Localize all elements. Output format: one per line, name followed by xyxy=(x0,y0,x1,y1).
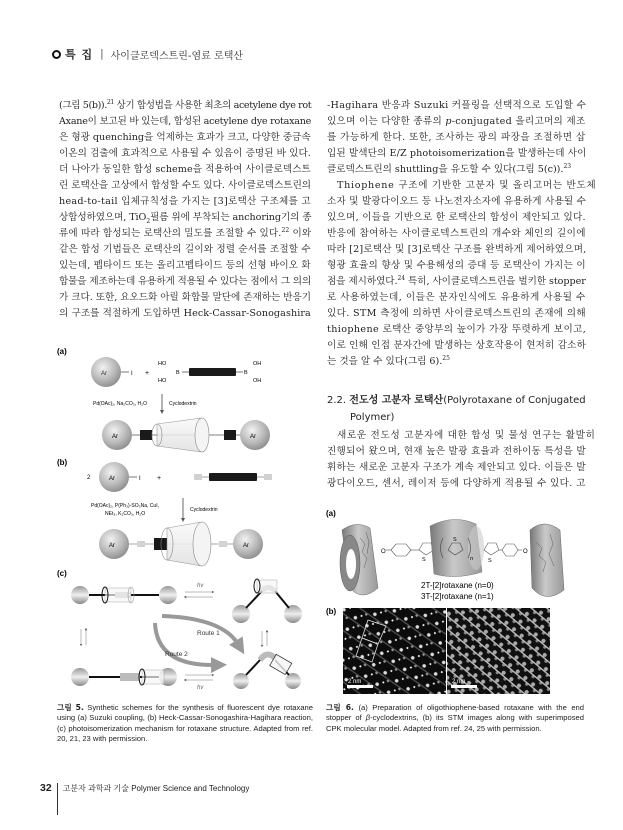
panel-a-label: (a) xyxy=(57,347,67,356)
text-line: 상합성하였으며, TiO$_2$필름 위에 부착되는 anchoring기의 종 xyxy=(59,212,312,225)
rotaxane-state-top-left xyxy=(71,586,177,604)
text-line: 린 로택산을 고상에서 합성할 수도 있다. 사이클로덱스트린의 xyxy=(59,180,312,191)
section-heading-cont xyxy=(327,410,394,426)
text-line: 입된 발색단의 E/Z photoisomerization을 발생하는데 사이 xyxy=(327,148,587,159)
text-line: 진행되어 왔으며, 현재 높은 발광 효율과 전하이동 특성을 발 xyxy=(327,446,586,457)
cyclodextrin-host xyxy=(430,519,484,576)
panel-b-label: (b) xyxy=(326,607,337,616)
cyclodextrin-stopper-right xyxy=(530,524,564,597)
route-1-label: Route 1 xyxy=(197,630,220,637)
rotaxane-product-b xyxy=(99,522,263,566)
plus-sign: + xyxy=(145,370,150,377)
figure-6 xyxy=(326,508,588,698)
aryl-iodide-a xyxy=(91,357,133,387)
stm-image-right xyxy=(447,608,550,694)
compound-name-2t: 2T-[2]rotaxane (n=0) xyxy=(421,581,494,590)
text-line: 새로운 전도성 고분자에 대한 합성 및 물성 연구는 활발히 xyxy=(337,430,596,441)
text-line: 의 구조를 적절하게 도입하면 Heck-Cassar-Sonogashira xyxy=(59,308,311,319)
ho-label: HO xyxy=(158,361,167,367)
text-line: 형광 효율의 향상 및 수용해성의 증대 등 로택산이 가지는 이 xyxy=(327,260,586,271)
text-line: 합물을 제조하는데 유용하게 적용될 수 있다는 점에서 그 의의 xyxy=(59,276,312,287)
text-line: 따라 [2]로택산 및 [3]로택산 구조를 완벽하게 제어하였으며, xyxy=(327,244,587,255)
text-line: head-to-tail 입체규칙성을 가지는 [3]로택산 구조체를 고 xyxy=(59,196,311,207)
figure-6-graphics xyxy=(326,508,588,698)
oh-label: OH xyxy=(253,361,262,367)
diboronic-acid xyxy=(158,361,261,384)
ar-label: Ar xyxy=(101,371,107,377)
text-line: 있으며, 이들을 기반으로 한 로택산의 합성이 제안되고 있다. xyxy=(327,212,586,223)
section-heading xyxy=(327,393,586,409)
caption-label: 그림 6. xyxy=(326,703,354,712)
citation: 23 xyxy=(563,162,572,170)
text-line: -Hagihara 반응과 Suzuki 커플링을 선택적으로 도입할 수 xyxy=(327,100,587,111)
panel-a-label: (a) xyxy=(326,509,336,518)
text-line: 있는데, 펩타이드 또는 올리고펩타이드 등의 선형 바이오 화 xyxy=(59,260,311,271)
ho-label: HO xyxy=(158,378,167,384)
sulfur-label: S xyxy=(422,557,426,563)
rotaxane-state-bottom-right xyxy=(233,654,301,689)
section-number: 2.2. xyxy=(327,395,347,406)
compound-name-3t: 3T-[2]rotaxane (n=1) xyxy=(421,592,494,601)
section-title-en: (Polyrotaxane of Conjugated xyxy=(443,395,586,406)
caption-text: -cyclodextrins, (b) its STM images along with superimposed CPK molecular model. Adapted from ref. 24, 25 with permission. xyxy=(326,713,584,733)
boron-label: B xyxy=(244,370,248,376)
sulfur-label: S xyxy=(453,537,457,543)
ar-label: Ar xyxy=(243,543,249,549)
repeat-n-label: n xyxy=(470,556,474,562)
journal-name: 고분자 과학과 기술 Polymer Science and Technology xyxy=(62,784,250,793)
text-line: 점을 제시하였다.$^{24}$ 특히, 사이클로덱스트린을 벌키한 stopper xyxy=(327,274,586,287)
hv-bottom-label: hv xyxy=(197,685,204,690)
oh-label: OH xyxy=(253,378,262,384)
oligothiophene-axle-right xyxy=(484,543,522,556)
ar-label: Ar xyxy=(109,543,115,549)
text-line: 이온의 검출에 효과적으로 사용될 수 있음이 증명된 바 있다. xyxy=(59,148,311,159)
caption-beta: β xyxy=(365,713,371,723)
section-title-ko: 전도성 고분자 로택산 xyxy=(349,395,444,406)
header-topic: 사이클로덱스트린-염료 로택산 xyxy=(110,50,244,62)
text-line: 있다. STM 측정에 의하면 사이클로덱스트린의 존재에 의해 xyxy=(327,308,587,319)
rotaxane-state-top-right xyxy=(232,579,302,623)
text-line: Thiophene 구조에 기반한 고분자 및 올리고머는 반도체 xyxy=(337,180,597,191)
iodine-label: I xyxy=(131,371,133,377)
text-line: 가 크다. 또한, 요오드화 아릴 화합물 말단에 존재하는 반응기 xyxy=(59,292,311,303)
oxygen-label: O xyxy=(523,549,528,555)
citation: 25 xyxy=(442,354,450,362)
text-line: 광다이오드, 센서, 레이저 등에 다양하게 적용될 수 있다. 고 xyxy=(327,478,586,489)
boron-label: B xyxy=(176,370,180,376)
panel-b-label: (b) xyxy=(57,458,68,467)
caption-label: 그림 5. xyxy=(57,703,84,712)
text-line: 소자 및 발광다이오드 등 나노전자소자에 유용하게 사용될 수 xyxy=(327,196,587,207)
text-line: 더 나아가 동일한 합성 scheme을 적용하여 사이클로덱스트 xyxy=(59,164,311,175)
text-line: Axane이 보고된 바 있는데, 합성된 acetylene dye rotaxane xyxy=(59,116,312,127)
section-label: 특 집 xyxy=(65,48,94,61)
text-line: thiophene 로택산 중앙부의 높이가 가장 뚜렷하게 보이고, xyxy=(327,324,587,335)
figure-5-caption xyxy=(57,703,313,744)
caption-text: Synthetic schemes for the synthesis of fluorescent dye rotaxane using (a) Suzuki coupling, (b) Heck-Cassar-Sonogashira-Hagihara reaction, (c) photoisomerization mechanism for rotaxane structure. Adapted from ref. 20, 21, 23 with permission. xyxy=(57,703,313,743)
panel-c-label: (c) xyxy=(57,569,67,578)
text-line: 같은 합성 기법들은 로택산의 길이와 정렬 순서를 조절할 수 xyxy=(59,244,311,255)
text-line: 은 형광 quenching을 억제하는 효과가 크고, 다양한 중금속 xyxy=(59,132,311,143)
stm-image-left xyxy=(343,608,446,694)
page-footer xyxy=(40,783,249,815)
oxygen-label: O xyxy=(381,549,386,555)
aryl-iodide-b xyxy=(87,462,141,492)
ar-label: Ar xyxy=(250,434,256,440)
text-line: (그림 5(b)).$^{21}$ 상기 합성법을 사용한 최초의 acetylene dye rot xyxy=(59,98,312,111)
reagent-a: Cyclodextrin xyxy=(169,401,197,407)
text-line: 이로 인해 인접 분자간에 발생하는 상호작용이 현저히 감소하 xyxy=(327,340,587,351)
section-title-en-cont: Polymer) xyxy=(350,412,395,423)
cyclodextrin-stopper-left xyxy=(340,524,378,595)
oligothiophene-axle xyxy=(386,543,439,556)
text-line: 클로덱스트린의 shuttling을 유도할 수 있다(그림 5(c)).$^{23}$ xyxy=(327,162,572,175)
scale-bar xyxy=(451,685,477,688)
iodine-label: I xyxy=(139,476,141,482)
reagent-b: Cyclodextrin xyxy=(190,507,218,513)
scale-label: 2 nm xyxy=(348,679,362,685)
rotaxane-state-bottom-left xyxy=(71,668,177,686)
stoichiometric-coefficient: 2 xyxy=(87,475,91,481)
citation: 24 xyxy=(397,274,406,282)
text-line: 를 가능하게 한다. 또한, 조사하는 광의 파장을 조절하면 삽 xyxy=(327,132,586,143)
text-line: 는 것을 알 수 있다(그림 6).$^{25}$ xyxy=(327,354,450,367)
footer-divider xyxy=(57,783,58,815)
rotaxane-product-a xyxy=(102,418,270,452)
header-separator: | xyxy=(100,48,104,60)
ar-label: Ar xyxy=(109,476,115,482)
scale-label: 2 nm xyxy=(452,679,466,685)
citation: 21 xyxy=(106,98,114,106)
hv-top-label: hv xyxy=(197,583,204,589)
conditions-b-2: NEt₃, K₂CO₃, H₂O xyxy=(105,511,146,517)
plus-sign: + xyxy=(157,475,162,482)
text-line: 류에 따라 합성되는 로택산의 밀도를 조절할 수 있다.$^{22}$ 이와 xyxy=(59,226,312,239)
text-line: 로 사용하였는데, 이들은 분자인식에도 유용하게 사용될 수 xyxy=(327,292,586,303)
figure-5 xyxy=(57,344,315,690)
scale-bar xyxy=(347,685,373,688)
text-line: 있으며 이는 다양한 종류의 p-conjugated 올리고머의 제조 xyxy=(327,116,586,127)
text-line: 반응에 참여하는 사이클로덱스트린의 개수와 체인의 길이에 xyxy=(327,228,586,239)
page-number: 32 xyxy=(40,782,52,794)
citation: 22 xyxy=(281,226,290,234)
diacetylene-linker xyxy=(194,473,272,481)
figure-6-caption xyxy=(326,703,584,734)
conditions-a: Pd(OAc)₂, Na₂CO₃, H₂O xyxy=(93,401,147,407)
sulfur-label: S xyxy=(488,558,492,564)
route-2-label: Route 2 xyxy=(165,651,188,658)
ar-label: Ar xyxy=(112,434,118,440)
caption-text: (a) Preparation of oligothiophene-based rotaxane with the end stopper of xyxy=(326,703,585,723)
figure-5-schemes xyxy=(57,344,315,690)
conditions-b-1: Pd(OAc)₂, P(Ph₃)-SO₃Na, CuI, xyxy=(91,503,159,509)
text-line: 휘하는 새로운 고분자 구조가 계속 제안되고 있다. 이들은 발 xyxy=(327,462,586,473)
linker-rod xyxy=(189,368,236,376)
